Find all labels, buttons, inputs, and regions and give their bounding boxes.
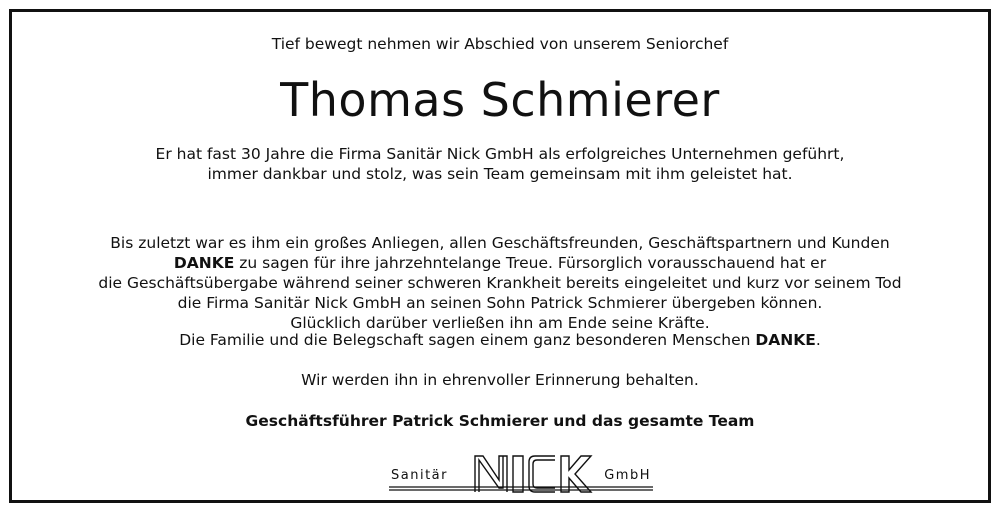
paragraph-line-rest: zu sagen für ihre jahrzehntelange Treue. Fürsorglich vorausschauend hat er <box>234 254 827 272</box>
paragraph-line: Glücklich darüber verließen ihn am Ende seine Kräfte. <box>290 314 710 332</box>
paragraph-line: immer dankbar und stolz, was sein Team gemeinsam mit ihm geleistet hat. <box>207 165 793 183</box>
danke-bold: DANKE <box>755 331 816 349</box>
company-logo <box>383 450 659 500</box>
thanks-end: . <box>815 331 821 349</box>
deceased-name: Thomas Schmierer <box>280 73 720 127</box>
danke-bold: DANKE <box>173 254 235 272</box>
logo-left-word: Sanitär <box>391 468 448 483</box>
signature-line: Geschäftsführer Patrick Schmierer und das gesamte Team <box>245 412 755 430</box>
paragraph-line: Bis zuletzt war es ihm ein großes Anliegen, allen Geschäftsfreunden, Geschäftspartnern und Kunden <box>110 234 890 252</box>
intro-line: Tief bewegt nehmen wir Abschied von unserem Seniorchef <box>271 35 729 53</box>
notice-border <box>9 9 991 503</box>
thanks-text: Die Familie und die Belegschaft sagen einem ganz besonderen Menschen <box>179 331 756 349</box>
paragraph-line: die Geschäftsübergabe während seiner schweren Krankheit bereits eingeleitet und kurz vor seinem Tod <box>98 274 902 292</box>
paragraph-thanks <box>12 330 988 350</box>
paragraph-handover <box>12 233 988 333</box>
paragraph-remembrance: Wir werden ihn in ehrenvoller Erinnerung behalten. <box>301 371 699 389</box>
paragraph-line <box>12 253 988 273</box>
paragraph-tenure <box>12 144 988 184</box>
paragraph-line: die Firma Sanitär Nick GmbH an seinen Sohn Patrick Schmierer übergeben können. <box>177 294 823 312</box>
paragraph-line: Er hat fast 30 Jahre die Firma Sanitär Nick GmbH als erfolgreiches Unternehmen geführt, <box>155 145 845 163</box>
logo-right-word: GmbH <box>604 468 651 483</box>
